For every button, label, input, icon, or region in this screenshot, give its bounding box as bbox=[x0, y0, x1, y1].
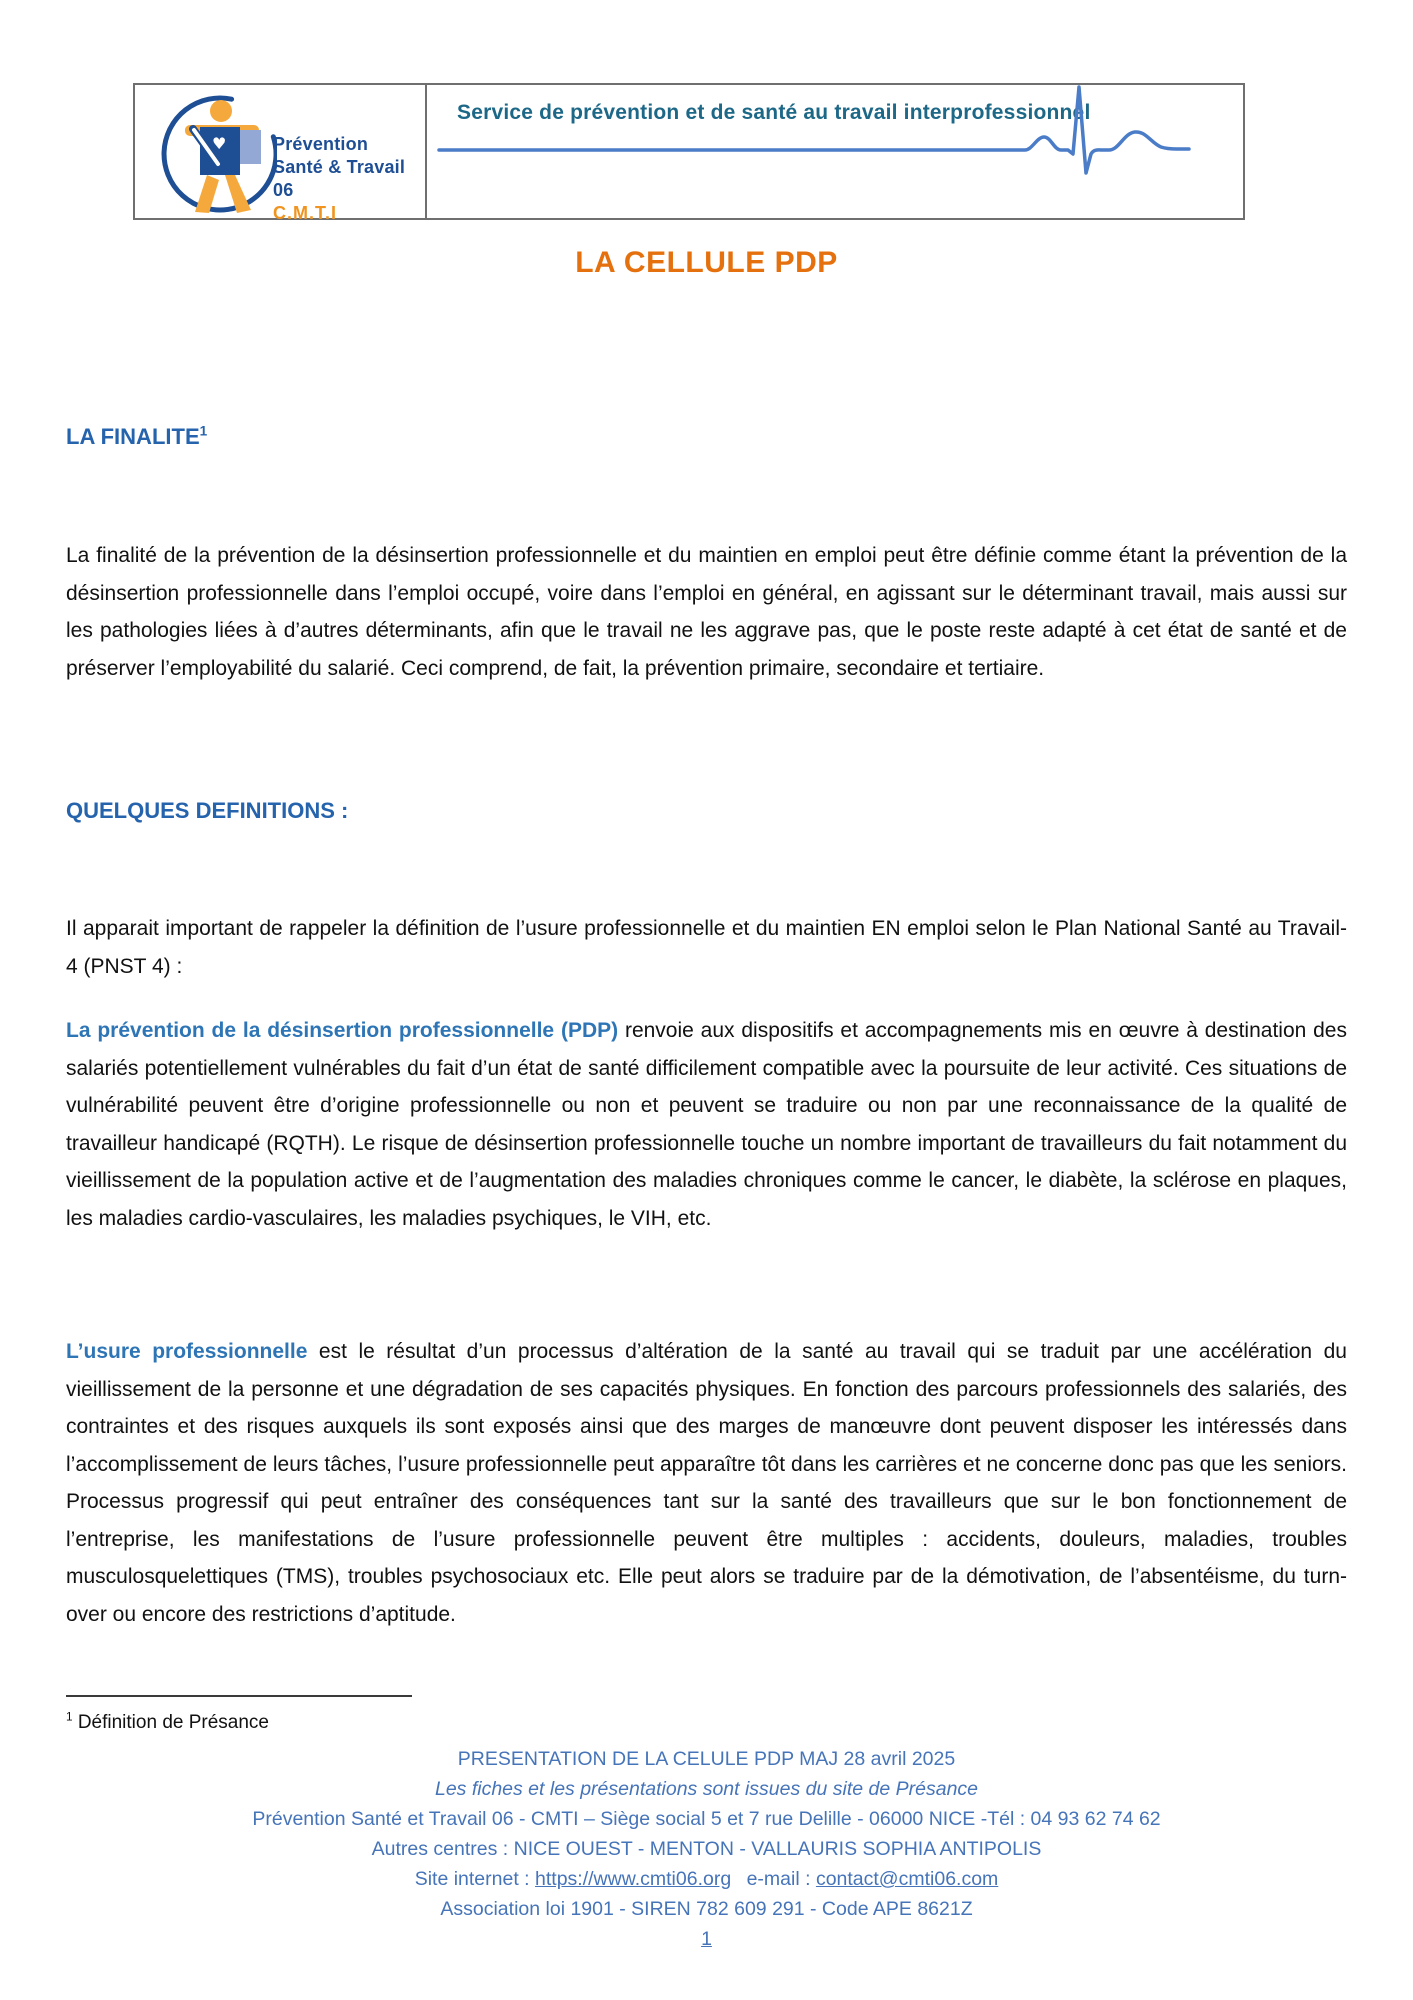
page-number: 1 bbox=[701, 1928, 712, 1950]
heading-finalite bbox=[66, 424, 207, 450]
footnote-separator-rule bbox=[66, 1695, 412, 1697]
logo-line1: Prévention bbox=[273, 134, 369, 154]
page-title: LA CELLULE PDP bbox=[575, 246, 838, 279]
footnote-marker: 1 bbox=[66, 1710, 73, 1724]
footnote-reference: 1 bbox=[199, 423, 208, 439]
svg-text:♥: ♥ bbox=[212, 134, 227, 153]
logo-line2: Santé & Travail 06 bbox=[273, 157, 406, 200]
footnote-text: Définition de Présance bbox=[72, 1712, 269, 1733]
usure-term: L’usure professionnelle bbox=[66, 1340, 308, 1363]
paragraph-pdp-definition bbox=[66, 1012, 1347, 1237]
logo-line3: C.M.T.I bbox=[273, 203, 337, 223]
heading-finalite-text: LA FINALITE bbox=[66, 424, 200, 449]
letterhead-right-cell bbox=[427, 85, 1243, 218]
service-tagline: Service de prévention et de santé au travail interprofessionnel bbox=[457, 101, 1091, 124]
heading-definitions: QUELQUES DEFINITIONS : bbox=[66, 798, 349, 823]
ekg-heartbeat-line-icon bbox=[427, 85, 1245, 222]
logo-cell bbox=[135, 85, 427, 223]
page-footer bbox=[0, 1744, 1413, 1954]
usure-definition-text: est le résultat d’un processus d’altération de la santé au travail qui se traduit par une accélération du vieillissement de la personne et une dégradation de ses capacités physiques. En fonction des parcours professionnels des salariés, des contraintes et des risques auxquels ils sont exposés ainsi que des marges de manœuvre dont peuvent disposer les intéressés dans l’accomplissement de leurs tâches, l’usure professionnelle peut apparaître tôt dans les carrières et ne concerne donc pas que les seniors. Processus progressif qui peut entraîner des conséquences tant sur la santé des travailleurs que sur le bon fonctionnement de l’entreprise, les manifestations de l’usure professionnelle peuvent être multiples : accidents, douleurs, maladies, troubles musculosquelettiques (TMS), troubles psychosociaux etc. Elle peut alors se traduire par de la démotivation, de l’absentéisme, du turn-over ou encore des restrictions d’aptitude. bbox=[66, 1340, 1347, 1626]
letterhead bbox=[133, 83, 1245, 223]
footer-association-line: Association loi 1901 - SIREN 782 609 291 - Code APE 8621Z bbox=[440, 1898, 973, 1920]
footnote bbox=[66, 1712, 269, 1734]
website-link[interactable]: https://www.cmti06.org bbox=[535, 1868, 732, 1890]
pdp-definition-text: renvoie aux dispositifs et accompagnements mis en œuvre à destination des salariés potentiellement vulnérables du fait d’un état de santé difficilement compatible avec la poursuite de leur activité. Ces situations de vulnérabilité peuvent être d’origine professionnelle ou non et peuvent se traduire ou non par une reconnaissance de la qualité de travailleur handicapé (RQTH). Le risque de désinsertion professionnelle touche un nombre important de travailleurs du fait notamment du vieillissement de la population active et de l’augmentation des maladies chroniques comme le cancer, le diabète, la sclérose en plaques, les maladies cardio-vasculaires, les maladies psychiques, le VIH, etc. bbox=[66, 1019, 1347, 1230]
footer-address-line: Prévention Santé et Travail 06 - CMTI – Siège social 5 et 7 rue Delille - 06000 NICE -Tél : 04 93 62 74 62 bbox=[252, 1808, 1161, 1830]
footer-source-line: Les fiches et les présentations sont issues du site de Présance bbox=[434, 1778, 979, 1800]
footer-site-label: Site internet : bbox=[414, 1868, 536, 1890]
logo-wordmark bbox=[273, 133, 425, 225]
footer-presentation-line: PRESENTATION DE LA CELULE PDP MAJ 28 avril 2025 bbox=[457, 1748, 956, 1770]
pdp-term: La prévention de la désinsertion professionnelle (PDP) bbox=[66, 1019, 619, 1042]
footer-centres-line: Autres centres : NICE OUEST - MENTON - VALLAURIS SOPHIA ANTIPOLIS bbox=[371, 1838, 1042, 1860]
footer-contact-line bbox=[0, 1864, 1413, 1894]
email-link[interactable]: contact@cmti06.com bbox=[815, 1868, 999, 1890]
paragraph-definitions-intro: Il apparait important de rappeler la définition de l’usure professionnelle et du maintien EN emploi selon le Plan National Santé au Travail- 4 (PNST 4) : bbox=[66, 917, 1347, 978]
footer-email-label: e-mail : bbox=[741, 1868, 816, 1890]
prevention-sante-travail-logo-icon bbox=[141, 85, 277, 222]
paragraph-usure-definition bbox=[66, 1333, 1347, 1633]
paragraph-finalite: La finalité de la prévention de la désinsertion professionnelle et du maintien en emploi peut être définie comme étant la prévention de la désinsertion professionnelle dans l’emploi occupé, voire dans l’emploi en général, en agissant sur le déterminant travail, mais aussi sur les pathologies liées à d’autres déterminants, afin que le travail ne les aggrave pas, que le poste reste adapté à cet état de santé et de préserver l’employabilité du salarié. Ceci comprend, de fait, la prévention primaire, secondaire et tertiaire. bbox=[66, 544, 1347, 680]
